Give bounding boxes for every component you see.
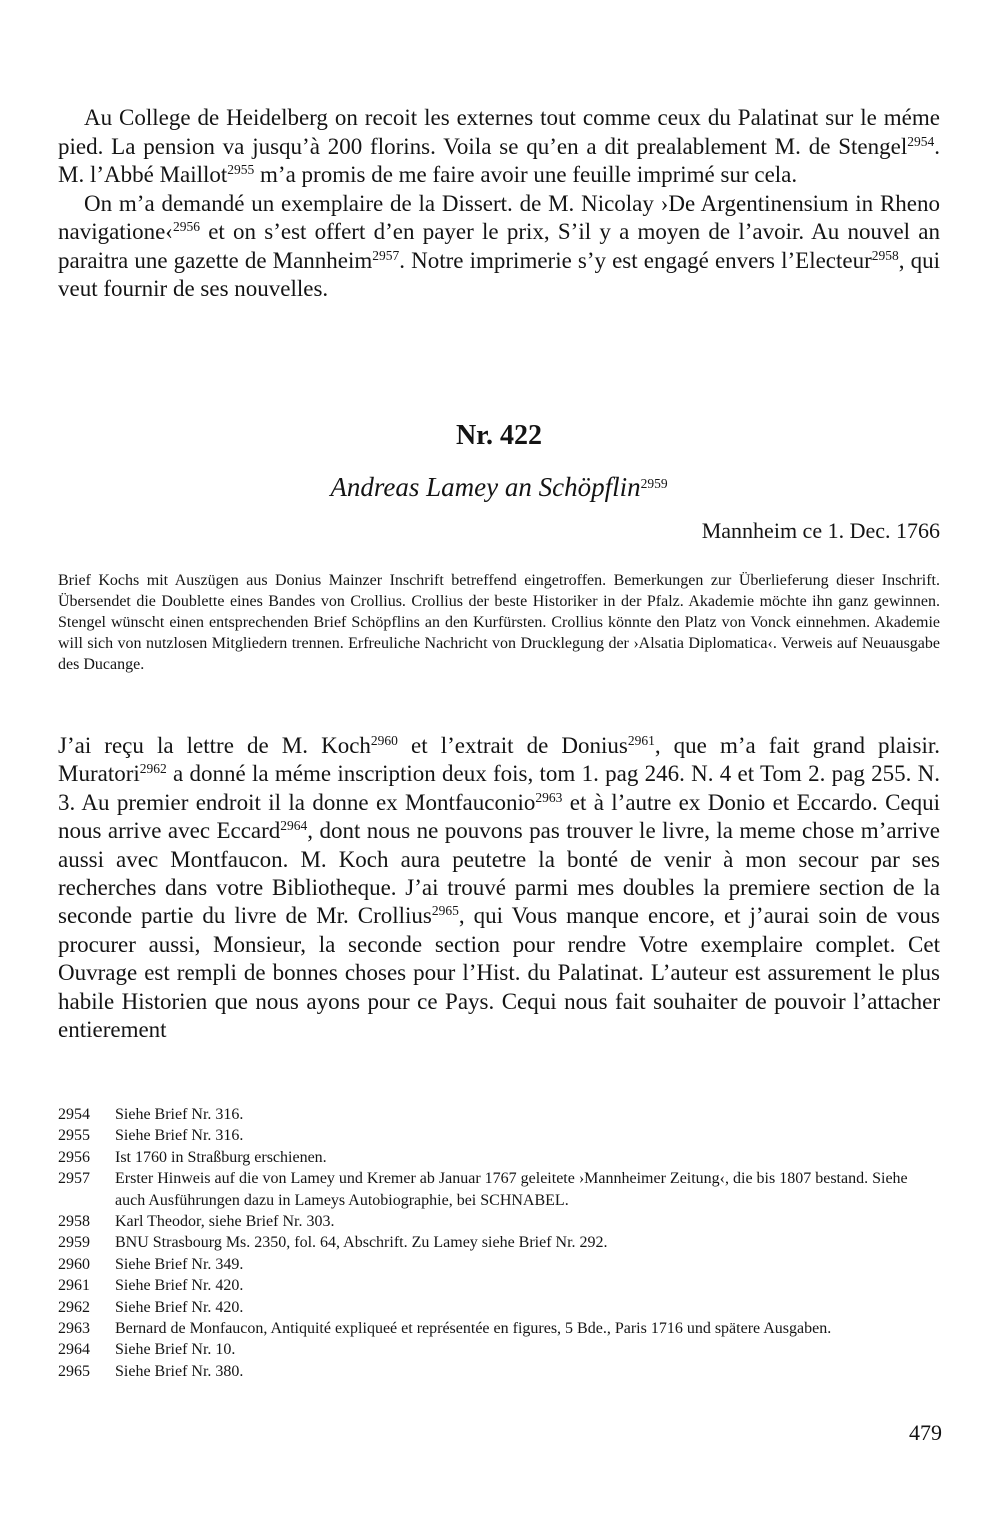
footnote — [58, 1232, 940, 1253]
footnote-number: 2957 — [58, 1170, 90, 1188]
text-segment: , qui Vous manque encore, et j’aurai soin de vous procurer aussi, Monsieur, la seconde section pour rendre Votre exemplaire complet. Cet Ouvrage est rempli de bonnes choses pour l’Hist. du Palatinat. L’auteur est assurement le plus habile Historien que nous ayons pour ce Pays. Cequi nous fait souhaiter de pouvoir l’attacher entierement — [58, 903, 940, 1043]
footnote — [58, 1211, 940, 1232]
text-segment: On m’a demandé un exemplaire de la Dissert. de M. Nicolay ›De Argentinensium in Rheno navigatione‹ — [58, 190, 940, 244]
footnote-text: Siehe Brief Nr. 349. — [115, 1255, 244, 1273]
footnote — [58, 1104, 940, 1125]
footnote-text: Ist 1760 in Straßburg erschienen. — [115, 1148, 327, 1166]
footnote-number: 2964 — [58, 1341, 90, 1359]
footnote-marker: 2961 — [627, 733, 655, 748]
dateline: Mannheim ce 1. Dec. 1766 — [701, 518, 940, 543]
footnote-marker: 2957 — [372, 247, 400, 263]
footnote-number: 2963 — [58, 1320, 90, 1338]
footnote-number: 2956 — [58, 1148, 90, 1166]
footnote-marker: 2964 — [280, 818, 308, 834]
footnote-number: 2954 — [58, 1106, 90, 1123]
text-segment: a donné la méme inscription deux fois, tom 1. pag 246. N. 4 et Tom 2. pag 255. N. 3. Au premier endroit il la donne ex Montfauconio — [58, 761, 940, 815]
text-segment: , dont nous ne pouvons pas trouver le livre, la meme chose m’arrive aussi avec Montfaucon. M. Koch aura peutetre la bonté de venir à mon secour par ses recherches dans votre Bibliotheque. J’ai trouvé parmi mes doubles la premiere section de la seconde partie du livre de Mr. Crollius — [58, 818, 940, 929]
footnote-text: Siehe Brief Nr. 420. — [115, 1298, 244, 1316]
footnote — [58, 1147, 940, 1168]
text-segment: , que m’a fait grand plaisir. Muratori — [58, 733, 941, 787]
page-number: 479 — [909, 1420, 942, 1445]
text-segment: Au College de Heidelberg on recoit les externes tout comme ceux du Palatinat sur le méme pied. La pension va jusqu’à 200 florins. Voila se qu’en a dit prealablement M. de Stengel — [58, 105, 940, 159]
text-segment: J’ai reçu la lettre de M. Koch — [58, 733, 371, 758]
letter-subtitle-text: Andreas Lamey an Schöpflin — [330, 472, 641, 502]
footnote-marker: 2956 — [172, 219, 200, 234]
paragraph-college — [58, 104, 940, 190]
paragraph-dissertation — [58, 190, 940, 304]
text-segment: et on s’est offert d’en payer le prix, S’il y a moyen de l’avoir. Au nouvel an paraitra une gazette de Mannheim — [58, 219, 940, 273]
footnote-text: Siehe Brief Nr. 380. — [115, 1362, 244, 1380]
text-segment: . Notre imprimerie s’y est engagé envers l’Electeur — [399, 247, 872, 273]
text-segment: . M. l’Abbé Maillot — [58, 133, 940, 187]
text-segment: m’a promis de me faire avoir une feuille imprimé sur cela. — [254, 162, 798, 187]
footnote-text: BNU Strasbourg Ms. 2350, fol. 64, Abschrift. Zu Lamey siehe Brief Nr. 292. — [115, 1234, 608, 1252]
footnote — [58, 1318, 940, 1339]
footnote-marker: 2965 — [431, 903, 459, 919]
footnote-text: Bernard de Monfaucon, Antiquité expliqueé et représentée en figures, 5 Bde., Paris 1716 und spätere Ausgaben. — [115, 1320, 832, 1338]
footnote-marker: 2960 — [370, 733, 398, 748]
footnote-text: Siehe Brief Nr. 316. — [115, 1106, 244, 1123]
footnote-marker: 2955 — [227, 162, 255, 177]
footnote-number: 2965 — [58, 1362, 90, 1380]
footnote-text: Siehe Brief Nr. 10. — [115, 1341, 236, 1359]
footnote-marker: 2954 — [907, 133, 935, 149]
text-segment: et à l’autre ex Donio et Eccardo. Cequi nous arrive avec Eccard — [58, 789, 941, 844]
footnote-number: 2962 — [58, 1298, 90, 1316]
footnote — [58, 1125, 940, 1146]
letter-body — [58, 732, 940, 1044]
footnote-marker: 2962 — [139, 761, 167, 777]
letter-number-heading: Nr. 422 — [455, 420, 543, 451]
footnote-text: Siehe Brief Nr. 316. — [115, 1127, 244, 1145]
footnote-text: Karl Theodor, siehe Brief Nr. 303. — [115, 1213, 335, 1231]
footnote-number: 2961 — [58, 1277, 90, 1295]
footnote — [58, 1339, 940, 1360]
footnote — [58, 1168, 940, 1211]
footnote-number: 2958 — [58, 1213, 90, 1231]
letter-summary: Brief Kochs mit Auszügen aus Donius Mainzer Inschrift betreffend eingetroffen. Bemerkungen zur Überlieferung dieser Inschrift. Übersendet die Doublette eines Bandes von Crollius. Crollius der beste Historiker in der Pfalz. Akademie möchte ihn ganz gewinnen. Stengel wünscht einen entsprechenden Brief Schöpflins an den Kurfürsten. Crollius könnte den Platz von Vonck einnehmen. Akademie will sich von nutzlosen Mitgliedern trennen. Erfreuliche Nachricht von Drucklegung der ›Alsatia Diplomatica‹. Verweis auf Neuausgabe des Ducange. — [58, 572, 940, 673]
footnote-number: 2959 — [58, 1234, 90, 1252]
footnote-marker: 2959 — [640, 476, 668, 491]
text-segment: , qui veut fournir de ses nouvelles. — [58, 247, 941, 301]
document-page — [58, 104, 941, 1380]
footnote-number: 2960 — [58, 1255, 90, 1273]
letter-subtitle — [58, 472, 940, 503]
footnote-marker: 2958 — [871, 247, 899, 263]
top-text-block — [58, 104, 940, 304]
footnote — [58, 1254, 940, 1275]
footnotes-list — [58, 1104, 940, 1382]
footnote — [58, 1275, 940, 1296]
text-segment: et l’extrait de Donius — [397, 733, 628, 758]
footnote-text: Erster Hinweis auf die von Lamey und Kremer ab Januar 1767 geleitete ›Mannheimer Zeitung‹, die bis 1807 bestand. Siehe auch Ausführungen dazu in Lameys Autobiographie, bei SCHNABEL. — [115, 1170, 908, 1209]
footnote — [58, 1297, 940, 1318]
footnote — [58, 1361, 940, 1382]
footnote-text: Siehe Brief Nr. 420. — [115, 1277, 244, 1295]
footnote-marker: 2963 — [535, 789, 563, 805]
footnote-number: 2955 — [58, 1127, 90, 1145]
